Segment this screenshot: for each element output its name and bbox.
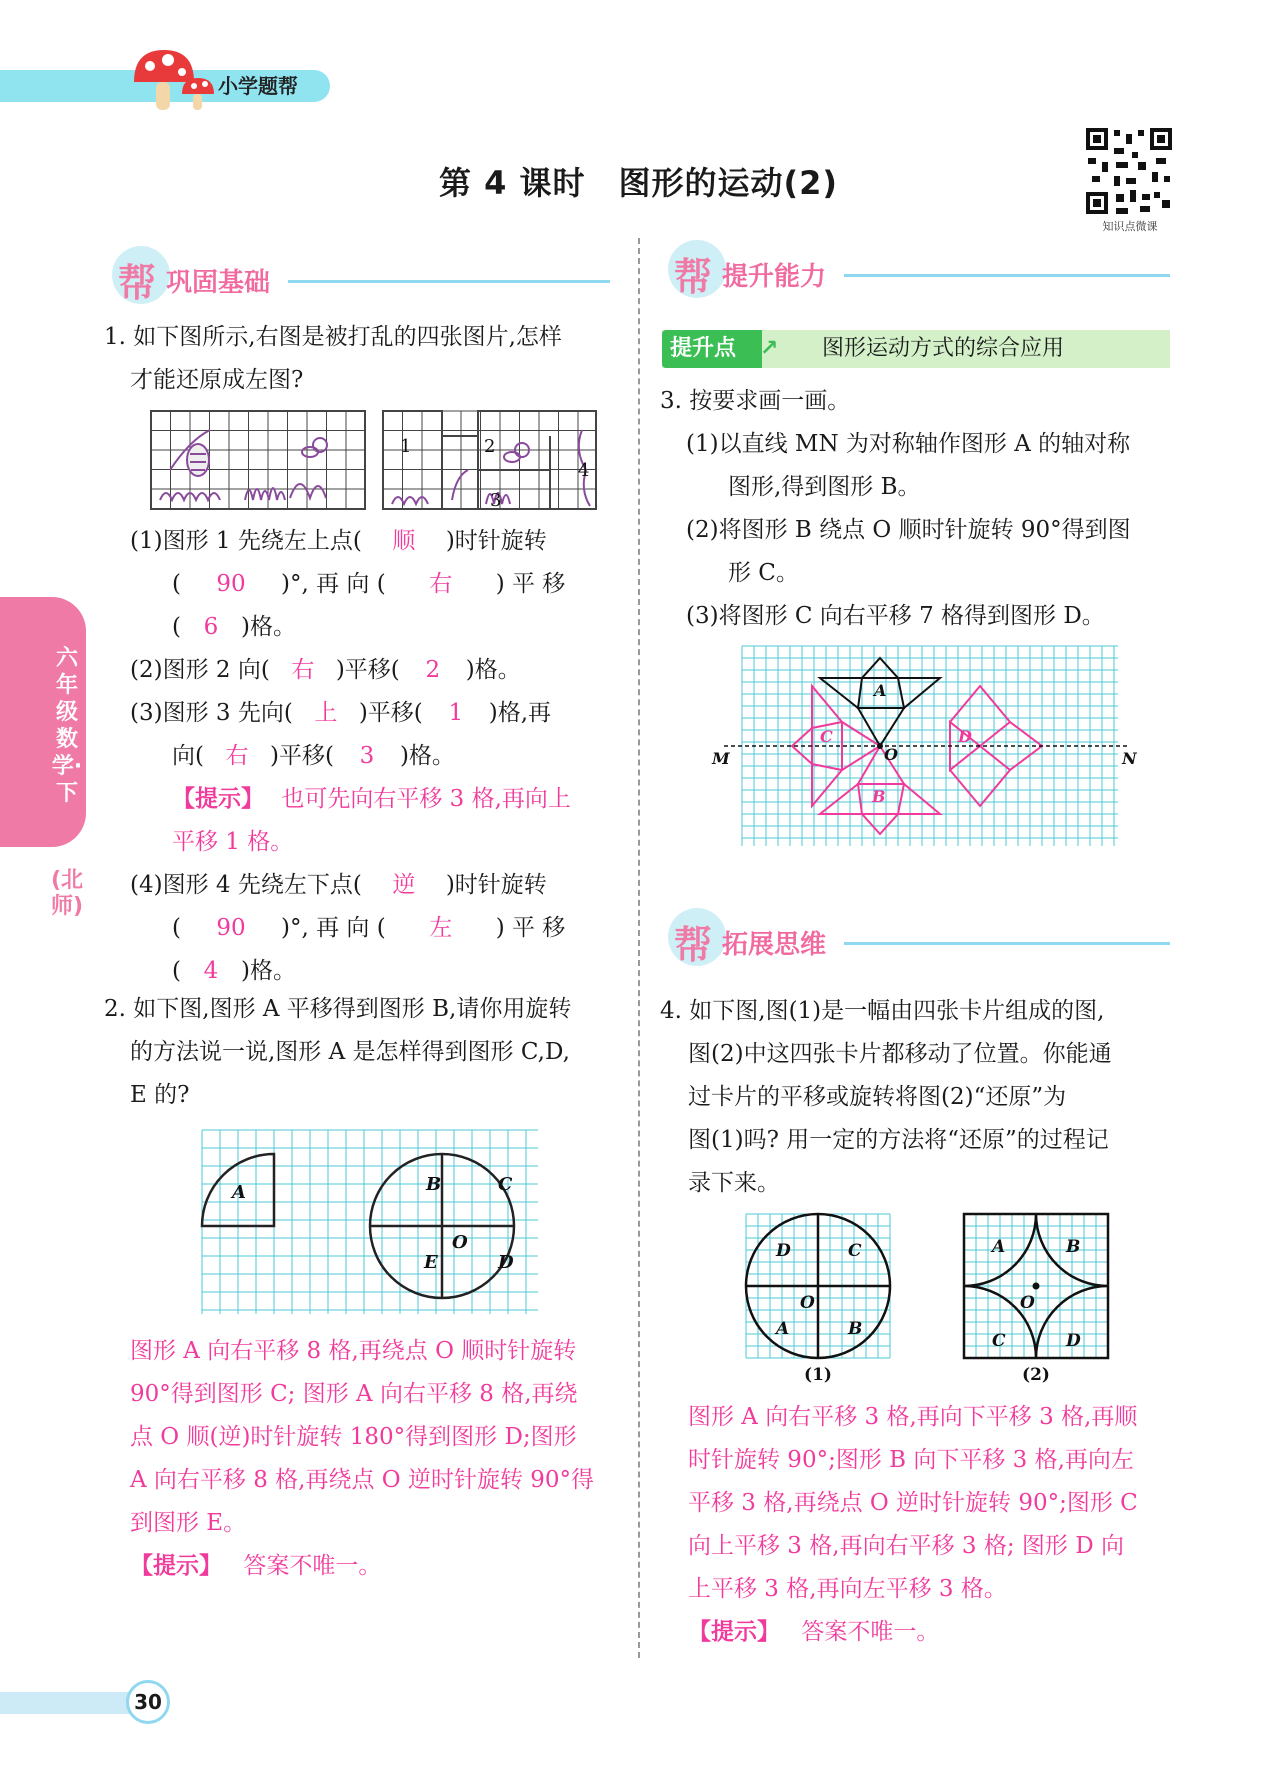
q1-p1-text-f: ( xyxy=(172,614,181,640)
page-number: 30 xyxy=(126,1680,170,1724)
q2-hint-tag: 【提示】 xyxy=(130,1553,222,1579)
q3-label-m: M xyxy=(712,749,730,768)
q1-p1-text-c: ( xyxy=(172,571,181,597)
q1-p2-line xyxy=(130,649,610,692)
q4-stem-line4: 图(1)吗? 用一定的方法将“还原”的过程记 xyxy=(688,1127,1109,1153)
q4-f2-label-b: B xyxy=(1066,1237,1081,1257)
q2-answer-line4: A 向右平移 8 格,再绕点 O 逆时针旋转 90°得 xyxy=(130,1467,595,1493)
q1-p1-text-d: )°, 再 向 ( xyxy=(280,571,386,597)
q4-answer-line4: 向上平移 3 格,再向右平移 3 格; 图形 D 向 xyxy=(688,1533,1124,1559)
q1-p4-answer-4: 4 xyxy=(203,958,219,984)
q3-text xyxy=(660,380,1172,638)
q1-p4-text-b: )时针旋转 xyxy=(445,872,547,898)
q1-p4-text-f: ( xyxy=(172,958,181,984)
q3-label-d: D xyxy=(958,727,972,746)
q3-p2-line1: (2)将图形 B 绕点 O 顺时针旋转 90°得到图 xyxy=(686,517,1131,543)
section-extend-title: 拓展思维 xyxy=(722,930,827,960)
q1-fig-label-2: 2 xyxy=(484,436,496,457)
q1-stem-line2: 才能还原成左图? xyxy=(130,367,304,393)
q1-fig-label-1: 1 xyxy=(400,436,412,457)
q1-fig-label-3: 3 xyxy=(490,490,502,511)
q3-label-o: O xyxy=(884,745,898,764)
section-extend-rule xyxy=(844,942,1170,945)
section-improve-heading xyxy=(668,240,1172,300)
q1-p3-text-d: 向( xyxy=(172,743,204,769)
q4-figure-1 xyxy=(744,1212,892,1384)
q2-hint-line xyxy=(130,1545,616,1588)
q1-p4-answer-1: 逆 xyxy=(392,872,416,898)
q2-answer-line3: 点 O 顺(逆)时针旋转 180°得到图形 D;图形 xyxy=(130,1424,577,1450)
q1-p4-text-e: ) 平 移 xyxy=(495,915,566,941)
q2-label-c: C xyxy=(498,1174,513,1195)
q3-label-c: C xyxy=(820,727,833,746)
q2-label-a: A xyxy=(232,1182,246,1203)
q1-stem-line1: 1. 如下图所示,右图是被打乱的四张图片,怎样 xyxy=(104,324,562,350)
bang-char: 帮 xyxy=(674,923,713,967)
q1-p4-text-d: )°, 再 向 ( xyxy=(280,915,386,941)
improve-tag-label: 提升点 xyxy=(662,330,762,368)
section-basic-heading xyxy=(112,246,612,306)
q4-stem-line1: 4. 如下图,图(1)是一幅由四张卡片组成的图, xyxy=(660,998,1105,1024)
q1-hint-line1 xyxy=(130,778,610,821)
q1-hint-tag: 【提示】 xyxy=(172,786,264,812)
mushroom-logo-icon xyxy=(128,42,220,114)
q4-stem-line5: 录下来。 xyxy=(688,1170,780,1196)
q2-grid-figure xyxy=(202,1130,542,1318)
q2-stem xyxy=(104,988,624,1117)
q4-f2-label-c: C xyxy=(992,1331,1006,1351)
q1-p4-text-c: ( xyxy=(172,915,181,941)
q4-answer-line2: 时针旋转 90°;图形 B 向下平移 3 格,再向左 xyxy=(688,1447,1134,1473)
q3-label-a: A xyxy=(874,681,887,700)
q1-fig-label-4: 4 xyxy=(578,460,590,481)
q1-p1-answer-3: 右 xyxy=(429,571,453,597)
q1-p4-line1 xyxy=(130,864,610,907)
qr-caption: 知识点微课 xyxy=(1102,220,1158,233)
q1-p3-answer-1: 上 xyxy=(314,700,338,726)
q1-p3-answer-2: 1 xyxy=(448,700,464,726)
q2-label-d: D xyxy=(498,1252,514,1273)
q4-f2-caption: (2) xyxy=(1022,1365,1050,1385)
q4-answer xyxy=(688,1396,1174,1654)
bang-char: 帮 xyxy=(674,255,713,299)
q3-stem: 3. 按要求画一画。 xyxy=(660,388,851,414)
q1-p1-line3 xyxy=(130,606,610,649)
q4-answer-line5: 上平移 3 格,再向左平移 3 格。 xyxy=(688,1576,1007,1602)
q4-stem xyxy=(660,990,1174,1205)
q1-p4-line3 xyxy=(130,950,610,993)
q2-answer xyxy=(130,1330,616,1588)
q2-answer-line5: 到图形 E。 xyxy=(130,1510,247,1536)
q1-p3-answer-4: 3 xyxy=(359,743,375,769)
q1-p3-text-a: (3)图形 3 先向( xyxy=(130,700,293,726)
q3-p1-line1: (1)以直线 MN 为对称轴作图形 A 的轴对称 xyxy=(686,431,1131,457)
q1-p1-line1 xyxy=(130,520,610,563)
q1-p3-line1 xyxy=(130,692,610,735)
q1-p1-answer-4: 6 xyxy=(203,614,219,640)
q1-p3-answer-3: 右 xyxy=(225,743,249,769)
q1-p1-answer-1: 顺 xyxy=(392,528,416,554)
improve-tag-desc: 图形运动方式的综合应用 xyxy=(822,336,1065,361)
q1-p3-text-f: )格。 xyxy=(399,743,455,769)
q1-p3-text-b: )平移( xyxy=(358,700,423,726)
q4-f2-label-a: A xyxy=(992,1237,1006,1257)
q4-answer-line1: 图形 A 向右平移 3 格,再向下平移 3 格,再顺 xyxy=(688,1404,1138,1430)
q1-p2-text-a: (2)图形 2 向( xyxy=(130,657,270,683)
q2-hint-text: 答案不唯一。 xyxy=(243,1553,382,1579)
q4-hint-text: 答案不唯一。 xyxy=(801,1619,940,1645)
q2-stem-line1: 2. 如下图,图形 A 平移得到图形 B,请你用旋转 xyxy=(104,996,572,1022)
q4-answer-line3: 平移 3 格,再绕点 O 逆时针旋转 90°;图形 C xyxy=(688,1490,1138,1516)
q1-stem xyxy=(104,316,624,402)
q1-p2-answer-2: 2 xyxy=(425,657,441,683)
q2-stem-line3: E 的? xyxy=(130,1082,190,1108)
q3-label-b: B xyxy=(872,787,886,806)
q1-p2-answer-1: 右 xyxy=(291,657,315,683)
q4-stem-line2: 图(2)中这四张卡片都移动了位置。你能通 xyxy=(688,1041,1112,1067)
q2-stem-line2: 的方法说一说,图形 A 是怎样得到图形 C,D, xyxy=(130,1039,570,1065)
q3-p1-line2: 图形,得到图形 B。 xyxy=(728,474,921,500)
q4-f1-label-o: O xyxy=(800,1293,815,1313)
q2-label-b: B xyxy=(426,1174,442,1195)
q1-original-picture xyxy=(150,410,366,510)
q4-f2-label-d: D xyxy=(1066,1331,1081,1351)
q1-p3-text-c: )格,再 xyxy=(488,700,552,726)
q1-p4-answer-3: 左 xyxy=(429,915,453,941)
q1-p4-text-a: (4)图形 4 先绕左下点( xyxy=(130,872,362,898)
q2-label-o: O xyxy=(452,1232,468,1253)
q1-hint-text-a: 也可先向右平移 3 格,再向上 xyxy=(281,786,571,812)
q1-p2-text-b: )平移( xyxy=(335,657,400,683)
q1-p4-line2 xyxy=(130,907,610,950)
q1-hint-line2: 平移 1 格。 xyxy=(172,829,294,855)
q4-figure-2 xyxy=(962,1212,1110,1384)
q1-p1-text-g: )格。 xyxy=(240,614,296,640)
q1-p1-answer-2: 90 xyxy=(216,571,246,597)
brand-name: 小学题帮 xyxy=(218,74,298,98)
q1-p1-text-e: ) 平 移 xyxy=(495,571,566,597)
q1-p3-text-e: )平移( xyxy=(269,743,334,769)
side-tab-grade: 六年级数学·下 xyxy=(51,646,83,806)
q3-label-n: N xyxy=(1122,749,1137,768)
q1-p2-text-c: )格。 xyxy=(465,657,521,683)
q2-answer-line1: 图形 A 向右平移 8 格,再绕点 O 顺时针旋转 xyxy=(130,1338,577,1364)
q4-f1-label-b: B xyxy=(848,1319,863,1339)
q2-answer-line2: 90°得到图形 C; 图形 A 向右平移 8 格,再绕 xyxy=(130,1381,578,1407)
q1-shuffled-picture xyxy=(382,410,598,510)
section-basic-title: 巩固基础 xyxy=(166,268,271,298)
q3-p2-line2: 形 C。 xyxy=(728,560,799,586)
q1-p1-text-b: )时针旋转 xyxy=(445,528,547,554)
q4-stem-line3: 过卡片的平移或旋转将图(2)“还原”为 xyxy=(688,1084,1067,1110)
q4-f1-label-a: A xyxy=(776,1319,790,1339)
q2-label-e: E xyxy=(424,1252,438,1273)
column-divider xyxy=(638,238,640,1658)
bang-char: 帮 xyxy=(118,261,157,305)
q4-f1-label-c: C xyxy=(848,1241,862,1261)
q3-grid-figure xyxy=(712,646,1146,850)
q1-p4-text-g: )格。 xyxy=(240,958,296,984)
q4-f2-label-o: O xyxy=(1020,1293,1035,1313)
section-basic-rule xyxy=(288,280,610,283)
qr-code-icon xyxy=(1086,128,1172,214)
q1-p4-answer-2: 90 xyxy=(216,915,246,941)
q1-p1-text-a: (1)图形 1 先绕左上点( xyxy=(130,528,362,554)
q4-hint-line xyxy=(688,1611,1174,1654)
q3-p3-line: (3)将图形 C 向右平移 7 格得到图形 D。 xyxy=(686,603,1105,629)
q4-f1-label-d: D xyxy=(776,1241,791,1261)
q1-parts xyxy=(130,520,610,993)
page-title: 第 4 课时 图形的运动(2) xyxy=(438,164,839,202)
section-extend-heading xyxy=(668,908,1172,968)
side-tab-edition: (北师) xyxy=(50,868,84,919)
q1-p3-line2 xyxy=(130,735,610,778)
improve-arrow-icon: ↗ xyxy=(760,336,779,361)
q4-hint-tag: 【提示】 xyxy=(688,1619,780,1645)
q4-f1-caption: (1) xyxy=(804,1365,832,1385)
section-improve-title: 提升能力 xyxy=(722,262,827,292)
q1-p1-line2 xyxy=(130,563,610,606)
section-improve-rule xyxy=(844,274,1170,277)
